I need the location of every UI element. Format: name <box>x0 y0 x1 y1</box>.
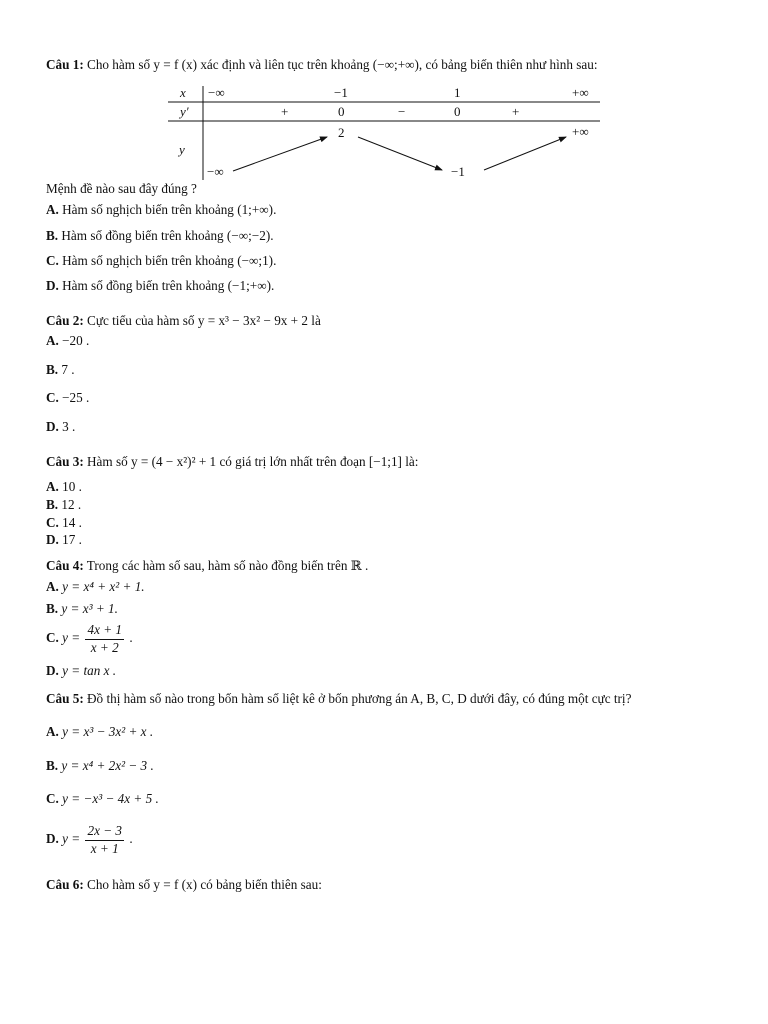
option-text: 17 . <box>62 532 82 547</box>
option-letter: B. <box>46 601 59 616</box>
fraction <box>85 622 124 656</box>
vt-arrow-up-1 <box>233 137 327 171</box>
q3-option-c <box>46 515 82 531</box>
option-letter: B. <box>46 362 59 377</box>
q4-option-d <box>46 663 116 679</box>
option-text: y = x³ − 3x² + x . <box>62 724 154 739</box>
option-letter: A. <box>46 333 59 348</box>
q5-stem <box>46 691 631 707</box>
option-text: 7 . <box>61 362 75 377</box>
q2-option-d <box>46 419 75 435</box>
q2-option-a <box>46 333 89 349</box>
option-letter: C. <box>46 630 59 646</box>
q4-stem <box>46 558 368 574</box>
option-letter: A. <box>46 479 59 494</box>
q3-label: Câu 3: <box>46 454 84 469</box>
q5-text: Đồ thị hàm số nào trong bốn hàm số liệt kê ở bốn phương án A, B, C, D dưới đây, có đúng một cực trị? <box>87 691 632 706</box>
option-letter: D. <box>46 831 59 847</box>
q3-text: Hàm số y = (4 − x²)² + 1 có giá trị lớn nhất trên đoạn [−1;1] là: <box>87 454 419 469</box>
fraction-numerator: 4x + 1 <box>85 622 124 640</box>
q5-option-a <box>46 724 153 740</box>
option-text: 14 . <box>62 515 82 530</box>
vt-x-2: 1 <box>454 85 461 100</box>
option-text: Hàm số đồng biến trên khoảng (−∞;−2). <box>61 228 274 243</box>
q4-text: Trong các hàm số sau, hàm số nào đồng biến trên ℝ . <box>86 558 369 573</box>
vt-y-label: y <box>179 142 185 157</box>
vt-yp-0: + <box>281 104 289 119</box>
q1-option-d <box>46 278 274 294</box>
vt-y-3: +∞ <box>572 124 589 139</box>
option-letter: A. <box>46 724 59 739</box>
option-text: 3 . <box>62 419 76 434</box>
q5-option-b <box>46 758 154 774</box>
vt-y-2: −1 <box>451 164 465 179</box>
q3-option-b <box>46 497 81 513</box>
q6-text: Cho hàm số y = f (x) có bảng biến thiên sau: <box>87 877 322 892</box>
option-letter: D. <box>46 419 59 434</box>
vt-x-0: −∞ <box>208 85 225 100</box>
vt-x-3: +∞ <box>572 85 589 100</box>
option-letter: B. <box>46 228 59 243</box>
vt-yp-4: + <box>512 104 520 119</box>
fraction <box>85 823 124 857</box>
variation-table <box>0 0 768 190</box>
vt-y-0: −∞ <box>207 164 224 179</box>
option-text: y = tan x . <box>62 663 117 678</box>
q6-label: Câu 6: <box>46 877 84 892</box>
vt-arrow-up-2 <box>484 137 566 170</box>
option-letter: A. <box>46 202 59 217</box>
vt-yp-2: − <box>398 104 406 119</box>
q2-option-c <box>46 390 89 406</box>
q2-option-b <box>46 362 75 378</box>
vt-yp-3: 0 <box>454 104 461 119</box>
q1-option-b <box>46 228 274 244</box>
q1-option-a <box>46 202 276 218</box>
option-text: 10 . <box>62 479 82 494</box>
fraction-denominator: x + 2 <box>90 639 119 655</box>
option-text: y = x³ + 1. <box>61 601 118 616</box>
q2-text: Cực tiểu của hàm số y = x³ − 3x² − 9x + 2 là <box>87 313 321 328</box>
option-letter: C. <box>46 515 59 530</box>
option-letter: B. <box>46 497 59 512</box>
q1-text: Cho hàm số y = f (x) xác định và liên tục trên khoảng (−∞;+∞), có bảng biến thiên như hình sau: <box>87 57 598 72</box>
option-letter: A. <box>46 579 59 594</box>
q1-prompt: Mệnh đề nào sau đây đúng ? <box>46 181 197 196</box>
q5-option-d <box>46 823 133 857</box>
option-letter: D. <box>46 532 59 547</box>
option-text: Hàm số đồng biến trên khoảng (−1;+∞). <box>62 278 275 293</box>
fraction-denominator: x + 1 <box>90 840 119 856</box>
option-post: . <box>129 831 133 847</box>
option-pre: y = <box>62 630 81 646</box>
q1-label: Câu 1: <box>46 57 84 72</box>
option-text: Hàm số nghịch biến trên khoảng (−∞;1). <box>62 253 277 268</box>
q5-option-c <box>46 791 159 807</box>
q1-option-c <box>46 253 276 269</box>
q3-option-d <box>46 532 82 548</box>
option-text: y = −x³ − 4x + 5 . <box>62 791 159 806</box>
option-letter: B. <box>46 758 59 773</box>
q3-stem <box>46 454 418 470</box>
option-post: . <box>129 630 133 646</box>
option-text: Hàm số nghịch biến trên khoảng (1;+∞). <box>62 202 277 217</box>
q6-stem <box>46 877 322 893</box>
q2-label: Câu 2: <box>46 313 84 328</box>
vt-arrow-down <box>358 137 442 170</box>
q4-option-a <box>46 579 145 595</box>
vt-y-1: 2 <box>338 125 345 140</box>
vt-yp-1: 0 <box>338 104 345 119</box>
fraction-numerator: 2x − 3 <box>85 823 124 841</box>
q4-option-c <box>46 622 133 656</box>
option-pre: y = <box>62 831 81 847</box>
option-letter: C. <box>46 253 59 268</box>
option-text: −20 . <box>62 333 90 348</box>
option-letter: D. <box>46 278 59 293</box>
option-letter: C. <box>46 390 59 405</box>
vt-x-1: −1 <box>334 85 348 100</box>
q5-label: Câu 5: <box>46 691 84 706</box>
option-text: y = x⁴ + 2x² − 3 . <box>61 758 154 773</box>
vt-yp-label: y′ <box>180 104 189 119</box>
q2-stem <box>46 313 321 329</box>
option-text: y = x⁴ + x² + 1. <box>62 579 145 594</box>
option-letter: C. <box>46 791 59 806</box>
vt-x-label: x <box>180 85 186 100</box>
q4-option-b <box>46 601 118 617</box>
option-letter: D. <box>46 663 59 678</box>
q4-label: Câu 4: <box>46 558 84 573</box>
q3-option-a <box>46 479 82 495</box>
option-text: −25 . <box>62 390 90 405</box>
option-text: 12 . <box>61 497 82 512</box>
